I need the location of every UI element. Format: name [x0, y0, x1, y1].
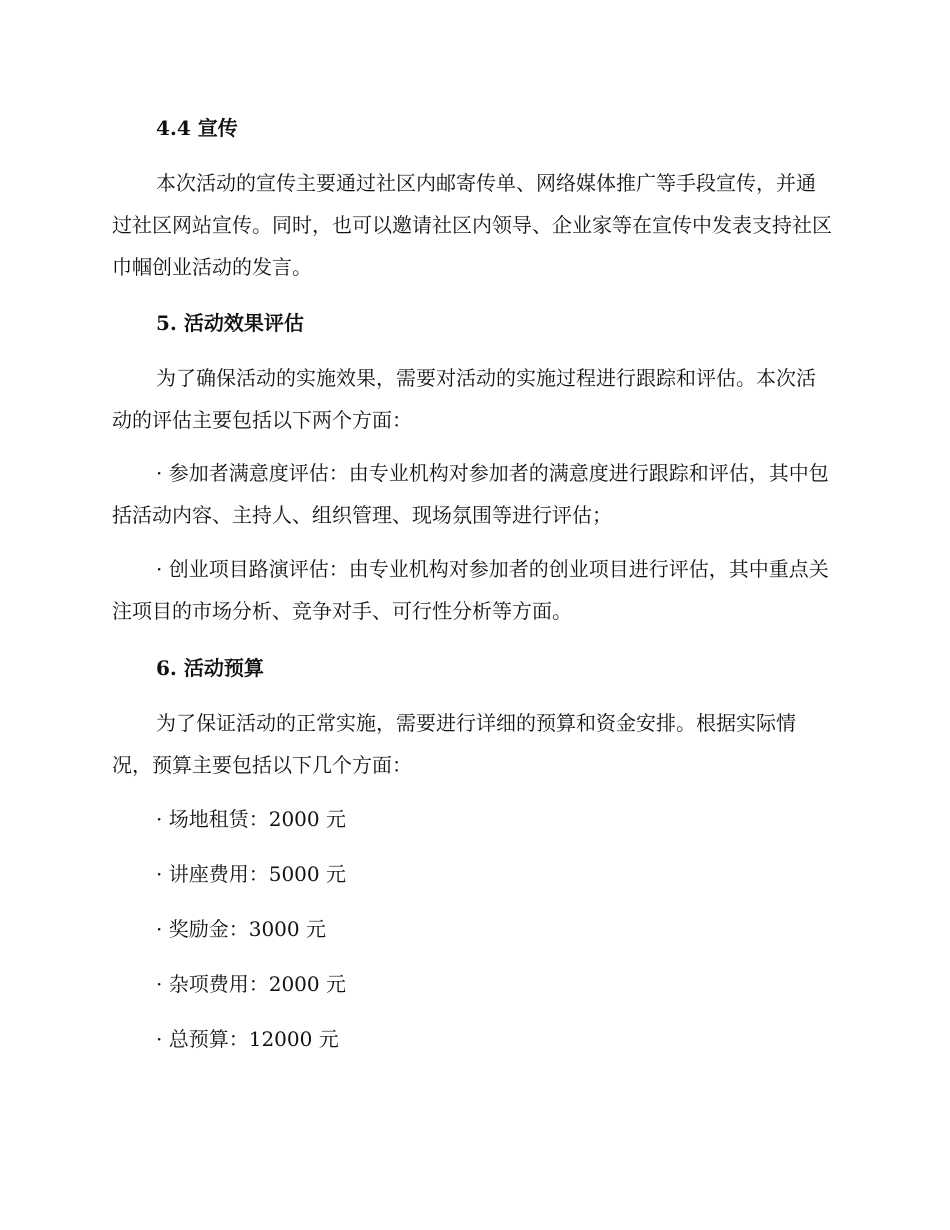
budget-item-misc: · 杂项费用：2000 元 [156, 972, 346, 996]
budget-item-total: · 总预算：12000 元 [156, 1027, 339, 1051]
section-heading-evaluation: 5. 活动效果评估 [156, 311, 304, 335]
section-heading-publicity: 4.4 宣传 [156, 116, 238, 140]
budget-item-lecture: · 讲座费用：5000 元 [156, 862, 346, 886]
publicity-paragraph: 本次活动的宣传主要通过社区内邮寄传单、网络媒体推广等手段宣传，并通过社区网站宣传。同时，也可以邀请社区内领导、企业家等在宣传中发表支持社区巾帼创业活动的发言。 [112, 171, 832, 279]
budget-item-venue: · 场地租赁：2000 元 [156, 807, 346, 831]
roadshow-evaluation-item: · 创业项目路演评估：由专业机构对参加者的创业项目进行评估，其中重点关注项目的市场分析、竞争对手、可行性分析等方面。 [112, 557, 829, 623]
budget-intro-paragraph: 为了保证活动的正常实施，需要进行详细的预算和资金安排。根据实际情况，预算主要包括以下几个方面： [112, 711, 796, 777]
satisfaction-evaluation-item: · 参加者满意度评估：由专业机构对参加者的满意度进行跟踪和评估，其中包括活动内容、主持人、组织管理、现场氛围等进行评估； [112, 461, 829, 527]
section-heading-budget: 6. 活动预算 [156, 656, 264, 680]
evaluation-intro-paragraph: 为了确保活动的实施效果，需要对活动的实施过程进行跟踪和评估。本次活动的评估主要包括以下两个方面： [112, 366, 816, 432]
budget-item-rewards: · 奖励金：3000 元 [156, 917, 326, 941]
